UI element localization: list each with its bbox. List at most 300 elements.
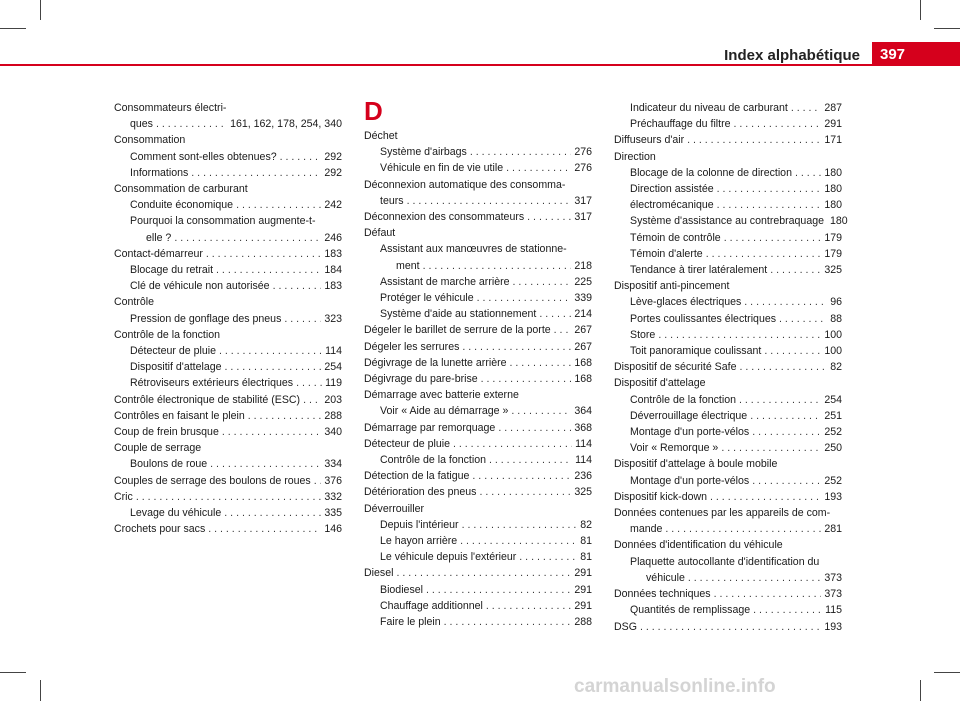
dot-leader [477,290,572,306]
dot-leader [225,359,322,375]
index-entry [614,602,842,618]
index-entry [614,456,842,472]
index-entry-page[interactable]: 193 [824,620,842,633]
index-entry-term: Dégivrage de la lunette arrière [364,356,507,369]
index-entry-term: Déverrouillage électrique [630,409,748,422]
index-entry-page[interactable]: 335 [324,507,342,520]
index-entry-term: Quantités de remplissage [630,604,751,617]
index-entry-page[interactable]: 250 [824,442,842,455]
index-entry-term: Dégeler le barillet de serrure de la porte [364,324,551,337]
index-entry-page[interactable]: 88 [830,312,842,325]
index-entry-page[interactable]: 161, 162, 178, 254, 340 [230,118,342,131]
page-title: Index alphabétique [724,47,860,64]
index-entry-term: Voir « Remorque » [630,442,719,455]
index-entry-term: Détérioration des pneus [364,486,477,499]
index-entry-term: Détection de la fatigue [364,470,470,483]
index-entry-term: ques [130,118,153,131]
index-entry [114,246,342,262]
index-entry [614,246,842,262]
index-entry [114,100,342,116]
index-entry-term: Protéger le véhicule [380,292,474,305]
dot-leader [470,144,571,160]
index-entry-page[interactable]: 334 [324,458,342,471]
dot-leader [739,359,827,375]
index-entry-page[interactable]: 276 [574,162,592,175]
index-entry [114,408,342,424]
dot-leader [687,132,821,148]
index-entry-term: Assistant aux manœuvres de stationne- [380,243,567,256]
index-entry [364,484,592,500]
index-entry [114,343,342,359]
index-entry-term: Défaut [364,227,396,240]
index-entry-term: Déconnexion automatique des consomma- [364,178,566,191]
index-entry-page[interactable]: 146 [324,523,342,536]
index-entry-page[interactable]: 242 [324,199,342,212]
index-entry [114,278,342,294]
index-entry [614,230,842,246]
index-entry [614,327,842,343]
index-entry-term: électromécanique [630,199,714,212]
index-entry [364,274,592,290]
index-entry-page[interactable]: 317 [574,211,592,224]
index-column-1 [114,100,342,537]
index-entry-term: Blocage du retrait [130,264,214,277]
index-entry [114,392,342,408]
index-entry-page[interactable]: 114 [325,345,342,358]
index-entry-term: teurs [380,194,404,207]
dot-leader [734,116,822,132]
index-entry-page[interactable]: 252 [824,426,842,439]
index-entry-term: Portes coulissantes électriques [630,312,777,325]
index-entry [614,343,842,359]
dot-leader [539,306,571,322]
dot-leader [753,602,822,618]
index-entry-term: Assistant de marche arrière [380,275,510,288]
index-entry [614,424,842,440]
dot-leader [284,311,321,327]
index-entry-page[interactable]: 276 [574,146,592,159]
index-entry-page[interactable]: 171 [824,134,842,147]
dot-leader [208,521,321,537]
index-entry-term: Consommation [114,134,186,147]
index-entry-term: Contrôle de la fonction [380,454,487,467]
index-entry-term: Déconnexion des consommateurs [364,211,525,224]
index-entry-page[interactable]: 291 [574,583,592,596]
dot-leader [210,456,321,472]
index-entry-page[interactable]: 179 [824,231,842,244]
index-entry-page[interactable]: 325 [574,486,592,499]
index-entry-term: Déchet [364,130,398,142]
dot-leader [481,371,572,387]
index-entry-term: Démarrage avec batterie externe [364,389,519,402]
index-entry-term: elle ? [146,231,172,244]
dot-leader [764,343,821,359]
index-entry [364,614,592,630]
dot-leader [513,274,572,290]
index-entry [114,132,342,148]
index-entry-page[interactable]: 168 [574,373,592,386]
index-entry [114,116,342,132]
index-entry-page[interactable]: 115 [825,604,842,617]
header-rule [0,64,872,66]
index-entry-term: Système d'aide au stationnement [380,308,537,321]
dot-leader [739,392,821,408]
crop-mark [934,28,960,29]
dot-leader [506,160,571,176]
index-entry-term: Direction assistée [630,183,714,196]
index-entry [364,420,592,436]
index-entry [614,554,842,570]
index-entry-term: Véhicule en fin de vie utile [380,162,504,175]
index-entry-term: Biodiesel [380,583,423,596]
index-entry-page[interactable]: 203 [324,393,342,406]
index-entry [614,359,842,375]
index-entry-page[interactable]: 251 [824,409,842,422]
index-entry-page[interactable]: 288 [574,616,592,629]
index-entry-term: Comment sont-elles obtenues? [130,150,277,163]
index-entry [114,473,342,489]
index-entry [614,165,842,181]
dot-leader [191,165,321,181]
crop-mark [40,680,41,701]
index-entry-page[interactable]: 288 [324,409,342,422]
index-entry [114,424,342,440]
dot-leader [710,489,821,505]
index-entry-page[interactable]: 252 [824,474,842,487]
index-entry-page[interactable]: 339 [574,292,592,305]
dot-leader [511,403,571,419]
dot-leader [296,375,322,391]
index-entry-page[interactable]: 291 [574,599,592,612]
crop-mark [920,680,921,701]
dot-leader [314,473,322,489]
dot-leader [795,165,821,181]
index-entry [114,294,342,310]
index-entry [614,375,842,391]
dot-leader [658,327,821,343]
index-entry-term: Contrôle [114,296,155,309]
index-column-3 [614,100,848,635]
index-entry [364,306,592,322]
index-entry-term: Contrôle de la fonction [114,328,221,341]
index-entry-page[interactable]: 254 [824,393,842,406]
index-entry-page[interactable]: 100 [824,345,842,358]
index-entry-term: Déverrouiller [364,502,425,515]
index-entry [114,213,342,229]
index-entry-term: ment [396,259,420,272]
index-entry-page[interactable]: 281 [824,523,842,536]
index-entry-term: Démarrage par remorquage [364,421,496,434]
index-entry-page[interactable]: 180 [824,166,842,179]
index-entry-term: Montage d'un porte-vélos [630,426,750,439]
dot-leader [472,468,571,484]
index-entry-term: Détecteur de pluie [130,345,216,358]
index-entry [364,193,592,209]
dot-leader [717,181,822,197]
dot-leader [750,408,821,424]
index-entry [614,262,842,278]
index-entry [114,311,342,327]
index-entry-page[interactable]: 81 [580,551,592,564]
dot-leader [519,549,577,565]
index-entry-page[interactable]: 236 [574,470,592,483]
index-entry-page[interactable]: 246 [324,231,342,244]
dot-leader [444,614,572,630]
index-entry-term: Toit panoramique coulissant [630,345,762,358]
dot-leader [426,582,571,598]
index-entry [364,258,592,274]
index-entry-page[interactable]: 254 [324,361,342,374]
index-entry [614,181,842,197]
index-entry-term: Dispositif de sécurité Safe [614,361,737,374]
index-entry-page[interactable]: 100 [824,328,842,341]
index-entry-term: véhicule [646,571,685,584]
dot-leader [219,343,322,359]
dot-leader [791,100,821,116]
index-entry-page[interactable]: 287 [824,102,842,114]
dot-leader [222,424,321,440]
index-entry-page[interactable]: 376 [324,474,342,487]
index-entry-page[interactable]: 340 [324,426,342,439]
index-entry [614,149,842,165]
dot-leader [453,436,572,452]
index-entry-term: Données techniques [614,588,711,601]
dot-leader [527,209,571,225]
dot-leader [498,420,571,436]
index-entry [614,311,842,327]
index-entry [614,294,842,310]
index-entry-term: Voir « Aide au démarrage » [380,405,509,418]
dot-leader [462,339,571,355]
index-entry-term: Dispositif anti-pincement [614,280,730,293]
index-entry-page[interactable]: 364 [574,405,592,418]
dot-leader [714,586,822,602]
index-entry-term: Informations [130,166,189,179]
index-entry-page[interactable]: 183 [324,280,342,293]
index-entry-term: Levage du véhicule [130,507,222,520]
index-entry-page[interactable]: 317 [574,194,592,207]
index-entry [364,339,592,355]
index-entry-page[interactable]: 180 [824,199,842,212]
index-entry-term: Dégeler les serrures [364,340,460,353]
index-entry [364,452,592,468]
index-entry-term: Préchauffage du filtre [630,118,731,131]
dot-leader [486,598,571,614]
index-entry-page[interactable]: 180 [830,215,848,228]
index-entry-page[interactable]: 368 [574,421,592,434]
crop-mark [0,672,26,673]
watermark: carmanualsonline.info [574,676,776,697]
index-entry-term: Direction [614,150,656,163]
dot-leader [640,619,821,635]
index-entry-term: Couple de serrage [114,442,202,455]
index-entry [114,149,342,165]
index-entry [114,505,342,521]
index-entry [614,197,842,213]
index-entry-page[interactable]: 96 [830,296,842,309]
index-entry [614,213,848,229]
index-entry-page[interactable]: 218 [574,259,592,272]
index-entry [364,322,592,338]
index-entry-page[interactable]: 168 [574,356,592,369]
index-entry-term: Conduite économique [130,199,234,212]
index-entry [364,241,592,257]
dot-leader [248,408,322,424]
index-entry-term: Depuis l'intérieur [380,518,459,531]
index-entry-page[interactable]: 225 [574,275,592,288]
index-entry-page[interactable]: 119 [325,377,342,390]
index-entry [614,505,842,521]
index-entry [364,371,592,387]
index-entry-term: Chauffage additionnel [380,599,483,612]
index-entry-term: Données d'identification du véhicule [614,539,783,552]
dot-leader [554,322,572,338]
dot-leader [779,311,827,327]
index-entry-page[interactable]: 184 [324,264,342,277]
index-entry-page[interactable]: 114 [575,437,592,450]
dot-leader [724,230,822,246]
dot-leader [423,258,572,274]
index-entry-page[interactable]: 193 [824,490,842,503]
dot-leader [136,489,321,505]
index-entry-term: Contrôle de la fonction [630,393,737,406]
index-entry-page[interactable]: 332 [324,490,342,503]
index-entry [364,403,592,419]
index-entry-page[interactable]: 114 [575,454,592,467]
index-entry [114,230,342,246]
index-entry-page[interactable]: 373 [824,588,842,601]
index-entry-page[interactable]: 291 [824,118,842,131]
index-entry [114,165,342,181]
index-entry [364,177,592,193]
dot-leader [489,452,572,468]
index-entry [364,598,592,614]
dot-leader [717,197,822,213]
index-entry [114,181,342,197]
index-entry-term: Tendance à tirer latéralement [630,264,768,277]
index-entry [114,456,342,472]
index-entry [614,278,842,294]
index-entry-term: Coup de frein brusque [114,426,219,439]
index-entry-term: Dispositif d'attelage [614,377,706,390]
index-entry [114,440,342,456]
index-entry-page[interactable]: 291 [574,567,592,580]
index-entry-page[interactable]: 82 [830,361,842,374]
index-entry [114,521,342,537]
index-entry-term: Dégivrage du pare-brise [364,373,478,386]
index-entry-page[interactable]: 214 [574,308,592,321]
index-entry-page[interactable]: 267 [574,324,592,337]
index-entry-page[interactable]: 325 [824,264,842,277]
index-entry [114,262,342,278]
index-entry-term: Clé de véhicule non autorisée [130,280,270,293]
index-entry-term: Pourquoi la consommation augmente-t- [130,215,316,228]
index-entry-term: Diffuseurs d'air [614,134,685,147]
index-entry-page[interactable]: 373 [824,571,842,584]
index-entry-page[interactable]: 179 [824,247,842,260]
index-entry [614,473,842,489]
index-entry [114,375,342,391]
index-entry-term: Contrôle électronique de stabilité (ESC) [114,393,301,406]
index-entry-term: Lève-glaces électriques [630,296,742,309]
index-entry [614,489,842,505]
index-entry-term: Consommateurs électri- [114,102,227,114]
index-entry-term: Système d'airbags [380,146,467,159]
index-entry-term: Plaquette autocollante d'identification du [630,555,820,568]
page-number: 397 [880,46,906,63]
index-entry [364,290,592,306]
crop-mark [0,28,26,29]
dot-leader [752,473,821,489]
index-entry-page[interactable]: 180 [824,183,842,196]
index-entry [364,501,592,517]
index-entry-page[interactable]: 323 [324,312,342,325]
dot-leader [216,262,321,278]
index-entry-page[interactable]: 267 [574,340,592,353]
index-entry-page[interactable]: 292 [324,166,342,179]
index-entry-term: Pression de gonflage des pneus [130,312,282,325]
index-entry [614,132,842,148]
index-entry [364,468,592,484]
index-entry [614,100,842,116]
index-entry-page[interactable]: 81 [580,535,592,548]
index-column-2 [364,96,592,630]
dot-leader [460,533,577,549]
index-entry [614,521,842,537]
index-entry [364,549,592,565]
index-entry-term: Indicateur du niveau de carburant [630,102,788,114]
index-entry-term: Témoin de contrôle [630,231,721,244]
index-entry-term: Contact-démarreur [114,247,203,260]
dot-leader [752,424,821,440]
index-entry [614,440,842,456]
index-entry [614,116,842,132]
index-entry [364,355,592,371]
section-letter: D [364,96,383,126]
dot-leader [174,230,321,246]
index-entry [114,489,342,505]
index-entry [614,619,842,635]
index-entry-term: Dispositif d'attelage à boule mobile [614,458,778,471]
dot-leader [510,355,572,371]
dot-leader [206,246,321,262]
index-entry [364,517,592,533]
index-entry [614,537,842,553]
index-entry [364,565,592,581]
crop-mark [934,672,960,673]
crop-mark [920,0,921,20]
index-entry-term: Système d'assistance au contrebraquage [630,215,825,228]
index-entry-term: Le hayon arrière [380,535,458,548]
index-entry-page[interactable]: 292 [324,150,342,163]
index-entry-page[interactable]: 183 [324,247,342,260]
dot-leader [479,484,571,500]
dot-leader [273,278,322,294]
index-entry-term: Témoin d'alerte [630,247,703,260]
index-entry-term: Consommation de carburant [114,183,248,196]
index-entry [114,327,342,343]
index-entry-term: Dispositif d'attelage [130,361,222,374]
index-entry-term: DSG [614,620,637,633]
dot-leader [706,246,822,262]
index-entry-term: mande [630,523,663,536]
dot-leader [280,149,322,165]
index-entry [364,144,592,160]
index-entry-page[interactable]: 82 [580,518,592,531]
index-entry [614,570,842,586]
index-entry [614,408,842,424]
index-entry [364,436,592,452]
